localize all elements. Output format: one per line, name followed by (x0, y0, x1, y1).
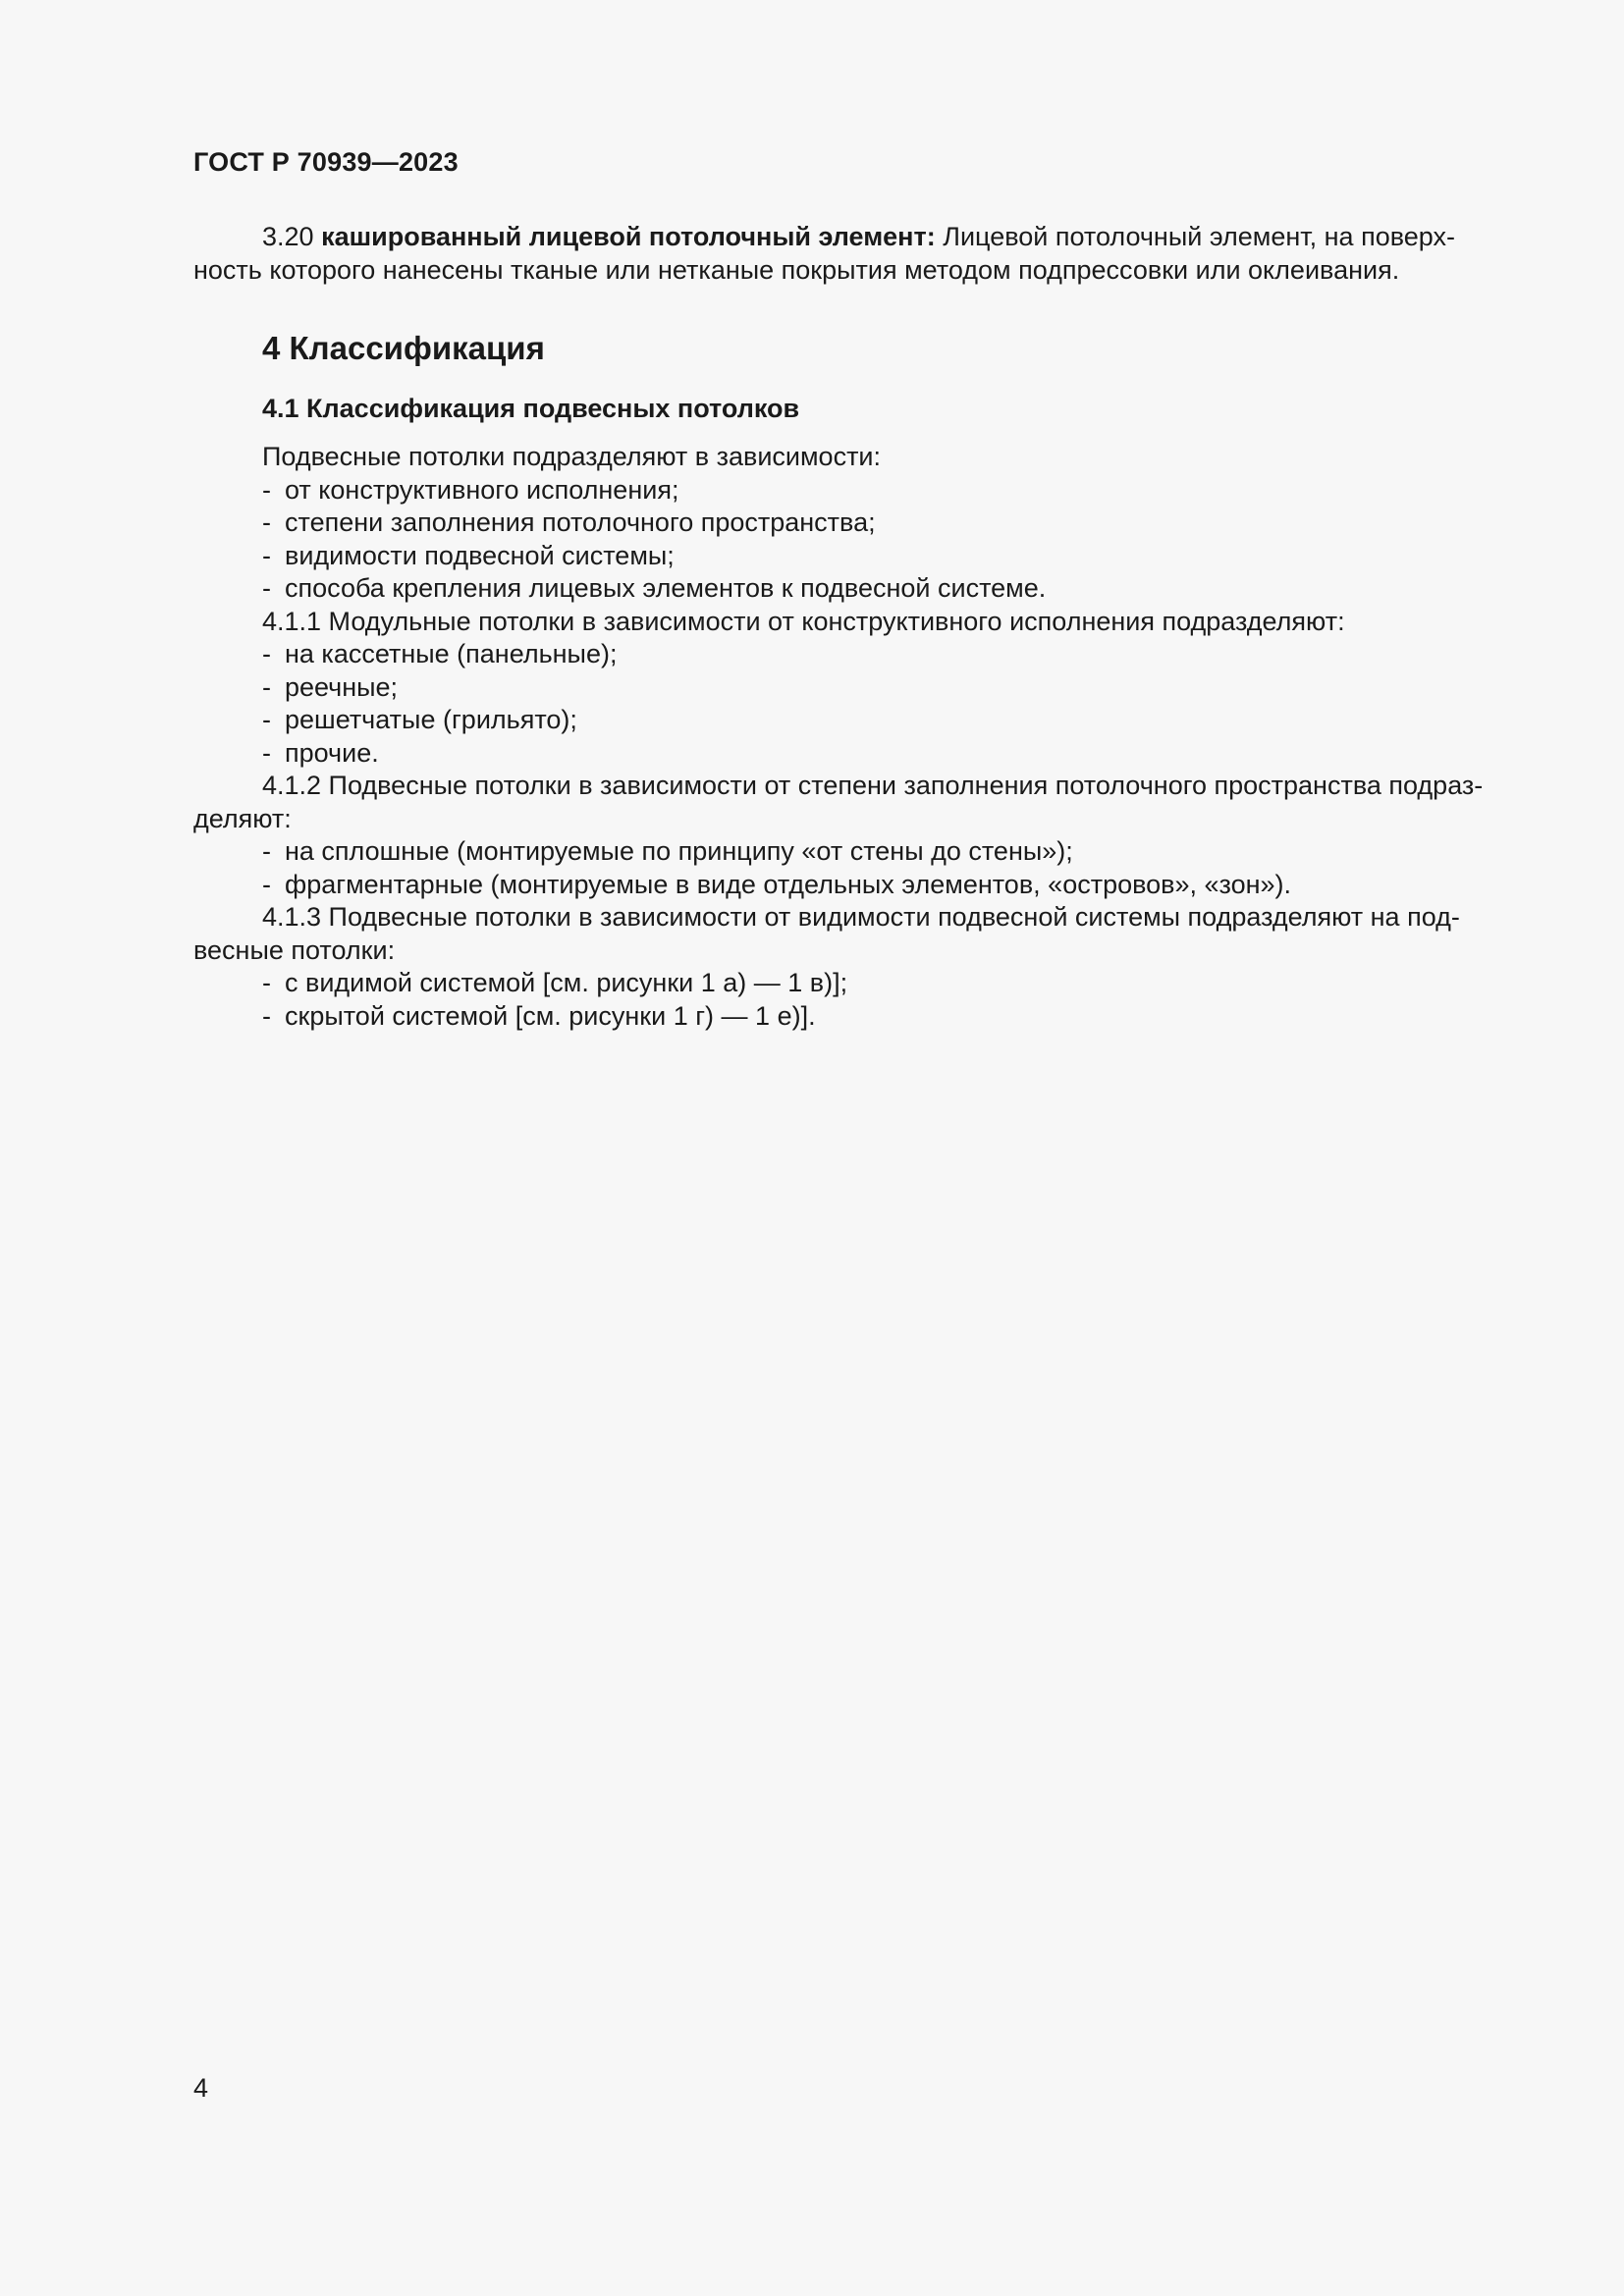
list-item (193, 803, 1509, 836)
list-item (193, 901, 1509, 934)
list-item-text: способа крепления лицевых элементов к подвесной системе. (285, 573, 1047, 603)
list-item-text: деляют: (193, 803, 292, 833)
list-item-text: видимости подвесной системы; (285, 540, 675, 570)
definition-3-20 (193, 221, 1509, 287)
list-item-text: с видимой системой [см. рисунки 1 а) — 1 в)]; (285, 968, 848, 997)
list-item (193, 572, 1509, 606)
list-item-text: Подвесные потолки подразделяют в зависимости: (262, 442, 882, 471)
list-item-text: прочие. (285, 737, 379, 768)
list-item (193, 869, 1509, 902)
list-item (193, 638, 1509, 671)
list-dash: - (262, 737, 271, 768)
list-item (193, 835, 1509, 869)
page-number: 4 (193, 2073, 209, 2103)
list-item (193, 967, 1509, 1000)
list-item (193, 606, 1509, 639)
list-dash: - (262, 1000, 271, 1031)
list-item-text: на кассетные (панельные); (285, 639, 618, 668)
list-item (193, 737, 1509, 771)
list-item (193, 441, 1509, 474)
list-item-text: 4.1.3 Подвесные потолки в зависимости от видимости подвесной системы подразделяют на под- (262, 902, 1460, 932)
list-item-text: степени заполнения потолочного пространства; (285, 507, 876, 537)
list-item-text: весные потолки: (193, 934, 396, 965)
list-dash: - (262, 836, 271, 866)
list-item-text: 4.1.1 Модульные потолки в зависимости от конструктивного исполнения подразделяют: (262, 606, 1345, 636)
list-item-text: от конструктивного исполнения; (285, 474, 679, 505)
list-item (193, 1000, 1509, 1034)
definition-paragraph (193, 221, 1509, 287)
definition-text-line2: ность которого нанесены тканые или нетканые покрытия методом подпрессовки или оклеивания. (193, 254, 1400, 285)
list-item-text: скрытой системой [см. рисунки 1 г) — 1 е)]. (285, 1000, 816, 1031)
list-dash: - (262, 671, 271, 702)
list-item (193, 770, 1509, 803)
definition-term: кашированный лицевой потолочный элемент: (321, 222, 936, 251)
document-header-title: ГОСТ Р 70939—2023 (193, 147, 459, 177)
list-dash: - (262, 540, 271, 570)
list-dash: - (262, 507, 271, 537)
list-dash: - (262, 573, 271, 603)
definition-number: 3.20 (262, 222, 314, 251)
list-dash: - (262, 968, 271, 997)
list-dash: - (262, 639, 271, 668)
list-item (193, 704, 1509, 737)
list-item (193, 540, 1509, 573)
list-dash: - (262, 705, 271, 734)
list-item (193, 934, 1509, 968)
list-item (193, 507, 1509, 540)
list-item-text: фрагментарные (монтируемые в виде отдельных элементов, «островов», «зон»). (285, 869, 1292, 899)
section-heading: 4 Классификация (262, 330, 545, 366)
list-item (193, 671, 1509, 705)
list-item-text: реечные; (285, 671, 399, 702)
classification-list (193, 441, 1509, 1033)
list-dash: - (262, 474, 271, 505)
list-dash: - (262, 869, 271, 899)
definition-text-line1: Лицевой потолочный элемент, на поверх- (943, 222, 1455, 251)
list-item-text: на сплошные (монтируемые по принципу «от стены до стены»); (285, 836, 1073, 866)
list-item-text: 4.1.2 Подвесные потолки в зависимости от степени заполнения потолочного пространства подраз- (262, 771, 1484, 800)
list-item-text: решетчатые (грильято); (285, 705, 577, 734)
list-item (193, 474, 1509, 507)
subsection-heading: 4.1 Классификация подвесных потолков (262, 394, 800, 423)
